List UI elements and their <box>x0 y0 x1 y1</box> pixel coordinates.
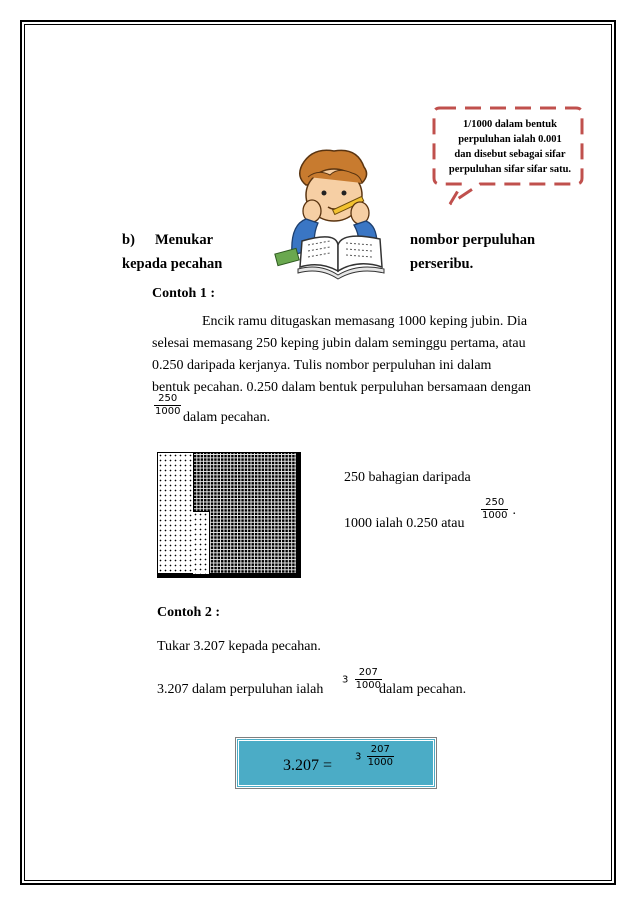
example2-title: Contoh 2 : <box>157 605 221 620</box>
mixed-whole: 3 <box>342 674 349 686</box>
example2-line2-prefix: 3.207 dalam perpuluhan ialah <box>157 682 324 697</box>
section-heading-left-1: Menukar <box>155 232 213 248</box>
example1-title: Contoh 1 : <box>152 286 216 301</box>
grid-caption-fraction <box>481 497 516 522</box>
mixed-whole: 3 <box>355 751 362 763</box>
fraction <box>481 497 508 522</box>
fraction-period: . <box>512 503 516 518</box>
grid-caption-line2: 1000 ialah 0.250 atau <box>344 516 465 531</box>
section-heading-right-1: nombor perpuluhan <box>410 232 536 248</box>
boy-reading-clipart <box>272 145 402 280</box>
answer-mixed-number <box>355 744 394 769</box>
fraction <box>367 744 394 769</box>
callout-line: perpuluhan ialah 0.001 <box>458 134 562 145</box>
example1-paragraph <box>152 311 582 399</box>
example2-line2-suffix: dalam pecahan. <box>379 682 467 697</box>
grid-caption-line1: 250 bahagian daripada <box>344 470 471 485</box>
callout-line: 1/1000 dalam bentuk <box>463 119 557 130</box>
fraction-numerator: 250 <box>154 393 181 406</box>
fraction-denominator: 1000 <box>482 510 508 521</box>
example1-line: Encik ramu ditugaskan memasang 1000 keping jubin. Dia <box>202 314 528 329</box>
example1-fraction <box>154 393 181 418</box>
example1-line: 0.250 daripada kerjanya. Tulis nombor perpuluhan ini dalam <box>152 358 492 373</box>
callout-text <box>440 117 580 177</box>
example1-line: selesai memasang 250 keping jubin dalam seminggu pertama, atau <box>152 336 526 351</box>
example1-line5: dalam pecahan. <box>183 410 271 425</box>
example2-line1: Tukar 3.207 kepada pecahan. <box>157 639 321 654</box>
fraction-numerator: 250 <box>481 497 508 510</box>
section-label: b) <box>122 232 135 248</box>
fraction-numerator: 207 <box>355 667 382 680</box>
fraction <box>355 667 382 692</box>
section-heading-right-2: perseribu. <box>410 256 474 272</box>
section-heading-left-2: kepada pecahan <box>122 256 223 272</box>
fraction-denominator: 1000 <box>355 680 382 691</box>
callout-line: dan disebut sebagai sifar <box>454 149 566 160</box>
fraction-denominator: 1000 <box>155 406 181 417</box>
fraction-numerator: 207 <box>367 744 394 757</box>
fraction <box>154 393 181 418</box>
fraction-denominator: 1000 <box>367 757 394 768</box>
example1-line: bentuk pecahan. 0.250 dalam bentuk perpuluhan bersamaan dengan <box>152 380 532 395</box>
thousandths-grid <box>157 452 301 578</box>
example2-mixed-number <box>342 667 382 692</box>
answer-box <box>236 738 436 788</box>
callout-line: perpuluhan sifar sifar satu. <box>448 164 572 175</box>
shaded-region-columns <box>158 453 194 573</box>
shaded-region-partial <box>193 511 210 574</box>
answer-lhs: 3.207 = <box>283 757 333 774</box>
